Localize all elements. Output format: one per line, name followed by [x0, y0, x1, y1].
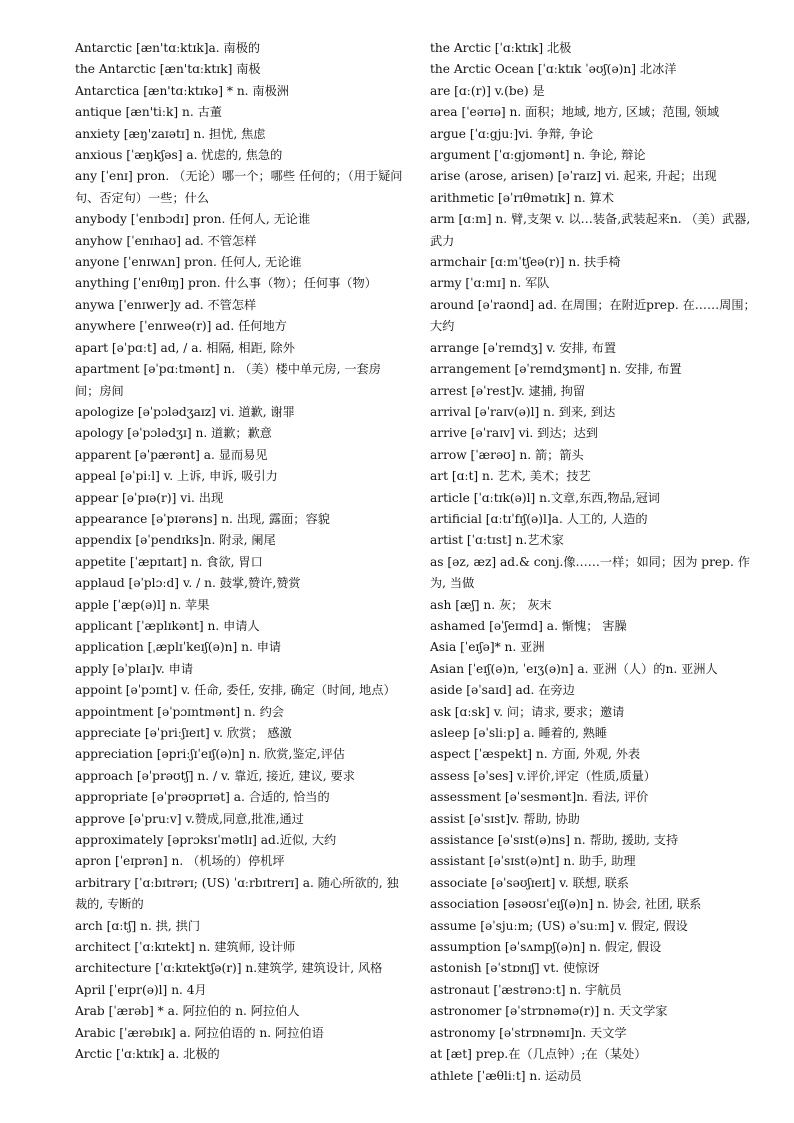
vocab-entry: appearance [əˈpɪərəns] n. 出现, 露面；容貌 [75, 511, 330, 526]
vocab-entry: assess [əˈses] v.评价,评定（性质,质量） [430, 768, 656, 783]
vocab-entry: anybody [ˈenɪbɔdɪ] pron. 任何人, 无论谁 [75, 212, 311, 227]
vocab-entry: arbitrary [ˈɑːbɪtrərɪ; (US) ˈɑːrbɪtrerɪ] a. 随心所欲的, 独裁的, 专断的 [75, 875, 399, 912]
vocab-entry: assistance [əˈsɪst(ə)ns] n. 帮助, 援助, 支持 [430, 833, 679, 848]
vocab-entry: the Arctic [ˈɑːktɪk] 北极 [430, 41, 572, 55]
vocab-entry: approve [əˈpruːv] v.赞成,同意,批准,通过 [75, 811, 304, 826]
right-column [430, 38, 760, 1087]
vocab-entry: article [ˈɑːtɪk(ə)l] n.文章,东西,物品,冠词 [430, 490, 660, 505]
vocab-entry: Asian [ˈeɪʃ(ə)n, ˈeɪʒ(ə)n] a. 亚洲（人）的n. 亚洲人 [430, 661, 718, 676]
vocab-entry: ashamed [əˈʃeɪmd] a. 惭愧； 害臊 [430, 618, 627, 633]
vocab-entry: astonish [əˈstɒnɪʃ] vt. 使惊讶 [430, 961, 600, 976]
vocab-entry: Antarctica [æn'tɑːktɪkə] * n. 南极洲 [75, 83, 289, 98]
vocab-entry: Arctic [ˈɑːktɪk] a. 北极的 [75, 1047, 220, 1062]
vocab-entry: apple [ˈæp(ə)l] n. 苹果 [75, 597, 210, 612]
vocab-entry: architecture [ˈɑːkɪtektʃə(r)] n.建筑学, 建筑设计, 风格 [75, 961, 383, 976]
vocab-entry: assistant [əˈsɪst(ə)nt] n. 助手, 助理 [430, 854, 636, 869]
vocab-entry: arch [ɑːtʃ] n. 拱, 拱门 [75, 918, 201, 933]
vocab-entry: April [ˈeɪpr(ə)l] n. 4月 [75, 982, 207, 997]
vocab-entry: association [əsəʊsɪˈeɪʃ(ə)n] n. 协会, 社团, 联系 [430, 897, 702, 912]
vocab-entry: assist [əˈsɪst]v. 帮助, 协助 [430, 811, 580, 826]
vocab-entry: application [ˌæplɪˈkeɪʃ(ə)n] n. 申请 [75, 640, 282, 655]
vocab-entry: assume [əˈsjuːm; (US) əˈsuːm] v. 假定, 假设 [430, 918, 688, 933]
vocab-entry: artist [ˈɑːtɪst] n.艺术家 [430, 533, 564, 548]
vocab-entry: at [æt] prep.在（几点钟）;在（某处） [430, 1047, 647, 1062]
vocab-entry: arise (arose, arisen) [əˈraɪz] vi. 起来, 升起；出现 [430, 169, 717, 184]
vocab-entry: around [əˈraʊnd] ad. 在周围；在附近prep. 在……周围；大约 [430, 297, 756, 334]
vocab-entry: appear [əˈpɪə(r)] vi. 出现 [75, 490, 224, 505]
vocab-entry: Arab [ˈærəb] * a. 阿拉伯的 n. 阿拉伯人 [75, 1004, 300, 1019]
vocab-entry: the Antarctic [æn'tɑːktɪk] 南极 [75, 62, 261, 77]
vocab-entry: argue [ˈɑːgjuː]vi. 争辩, 争论 [430, 126, 594, 141]
vocab-entry: anyone [ˈenɪwʌn] pron. 任何人, 无论谁 [75, 255, 302, 270]
vocab-entry: assumption [əˈsʌmpʃ(ə)n] n. 假定, 假设 [430, 940, 662, 955]
vocab-entry: anywa [ˈenɪwer]y ad. 不管怎样 [75, 297, 257, 312]
vocab-entry: Antarctic [æn'tɑːktɪk]a. 南极的 [75, 41, 261, 55]
vocab-entry: astronomer [əˈstrɒnəmə(r)] n. 天文学家 [430, 1004, 668, 1019]
vocab-entry: argument [ˈɑːgjʊmənt] n. 争论, 辩论 [430, 148, 646, 163]
vocab-entry: apologize [əˈpɔlədʒaɪz] vi. 道歉, 谢罪 [75, 404, 295, 419]
vocab-entry: area [ˈeərɪə] n. 面积；地域, 地方, 区域；范围, 领域 [430, 105, 720, 120]
vocab-entry: apology [əˈpɔlədʒɪ] n. 道歉；歉意 [75, 426, 272, 441]
vocab-entry: appeal [əˈpiːl] v. 上诉, 申诉, 吸引力 [75, 469, 278, 484]
vocab-entry: appreciate [əˈpriːʃɪeɪt] v. 欣赏； 感激 [75, 726, 292, 740]
vocab-entry: ask [ɑːsk] v. 问；请求, 要求；邀请 [430, 704, 625, 719]
vocab-entry: arm [ɑːm] n. 臂,支架 v. 以…装备,武装起来n. （美）武器,武力 [430, 212, 751, 248]
vocab-entry: aside [əˈsaɪd] ad. 在旁边 [430, 683, 575, 698]
vocab-entry: anxiety [æŋ'zaɪətɪ] n. 担忧, 焦虑 [75, 126, 266, 141]
vocab-entry: armchair [ɑːmˈtʃeə(r)] n. 扶手椅 [430, 255, 621, 270]
vocab-entry: anyhow [ˈenɪhaʊ] ad. 不管怎样 [75, 233, 257, 248]
vocab-entry: arrive [əˈraɪv] vi. 到达；达到 [430, 426, 599, 441]
vocab-entry: applaud [əˈplɔːd] v. / n. 鼓掌,赞许,赞赏 [75, 576, 301, 591]
vocab-entry: asleep [əˈsliːp] a. 睡着的, 熟睡 [430, 726, 608, 740]
vocab-entry: approach [əˈprəʊtʃ] n. / v. 靠近, 接近, 建议, 要求 [75, 768, 355, 783]
vocab-entry: apart [əˈpɑːt] ad, / a. 相隔, 相距, 除外 [75, 340, 295, 355]
vocab-entry: astronaut [ˈæstrənɔːt] n. 宇航员 [430, 982, 622, 997]
vocab-entry: appetite [ˈæpɪtaɪt] n. 食欲, 胃口 [75, 554, 263, 569]
left-column [75, 38, 405, 1066]
vocab-entry: are [ɑː(r)] v.(be) 是 [430, 83, 545, 98]
vocab-entry: antique [æn'tiːk] n. 古董 [75, 105, 222, 120]
vocab-entry: associate [əˈsəʊʃɪeɪt] v. 联想, 联系 [430, 875, 629, 890]
vocab-entry: anything [ˈenɪθɪŋ] pron. 什么事（物）；任何事（物） [75, 276, 377, 291]
vocab-entry: apartment [əˈpɑːtmənt] n. （美）楼中单元房, 一套房间；房间 [75, 362, 381, 398]
vocab-entry: arithmetic [əˈrɪθmətɪk] n. 算术 [430, 190, 614, 205]
vocab-entry: appreciation [əpriːʃɪˈeɪʃ(ə)n] n. 欣赏,鉴定,评估 [75, 747, 345, 762]
vocab-entry: athlete [ˈæθliːt] n. 运动员 [430, 1068, 582, 1083]
vocab-entry: the Arctic Ocean [ˈɑːktɪk ˈəʊʃ(ə)n] 北冰洋 [430, 62, 677, 77]
vocab-entry: Asia [ˈeɪʃə]* n. 亚洲 [430, 640, 545, 655]
vocab-entry: arrival [əˈraɪv(ə)l] n. 到来, 到达 [430, 404, 616, 419]
vocab-entry: aspect [ˈæspekt] n. 方面, 外观, 外表 [430, 747, 641, 762]
vocab-entry: anywhere [ˈenɪweə(r)] ad. 任何地方 [75, 319, 287, 334]
vocab-entry: arrange [əˈreɪndʒ] v. 安排, 布置 [430, 340, 617, 355]
vocab-entry: army [ˈɑːmɪ] n. 军队 [430, 276, 550, 291]
vocab-entry: arrangement [əˈreɪndʒmənt] n. 安排, 布置 [430, 362, 682, 377]
vocab-entry: anxious [ˈæŋkʃəs] a. 忧虑的, 焦急的 [75, 148, 283, 163]
vocab-entry: architect [ˈɑːkɪtekt] n. 建筑师, 设计师 [75, 940, 296, 955]
vocab-entry: arrow [ˈærəʊ] n. 箭；箭头 [430, 447, 584, 462]
vocab-entry: appendix [əˈpendɪks]n. 附录, 阑尾 [75, 533, 276, 548]
vocab-entry: apply [əˈplaɪ]v. 申请 [75, 661, 194, 676]
vocab-entry: artificial [ɑːtɪˈfɪʃ(ə)l]a. 人工的, 人造的 [430, 511, 648, 526]
vocab-entry: ash [æʃ] n. 灰； 灰末 [430, 597, 552, 612]
vocab-entry: appointment [əˈpɔɪntmənt] n. 约会 [75, 704, 284, 719]
vocab-entry: astronomy [əˈstrɒnəmɪ]n. 天文学 [430, 1025, 627, 1040]
vocab-entry: approximately [əprɔksɪˈmətlɪ] ad.近似, 大约 [75, 833, 337, 848]
vocab-entry: assessment [əˈsesmənt]n. 看法, 评价 [430, 790, 649, 805]
vocab-entry: appoint [əˈpɔɪnt] v. 任命, 委任, 安排, 确定（时间, 地点） [75, 683, 396, 698]
vocab-entry: appropriate [əˈprəʊprɪət] a. 合适的, 恰当的 [75, 790, 330, 805]
vocab-entry: applicant [ˈæplɪkənt] n. 申请人 [75, 618, 260, 633]
vocab-entry: any [ˈenɪ] pron. （无论）哪一个；哪些 任何的；（用于疑问句、否定句）一些；什么 [75, 169, 403, 205]
vocab-entry: art [ɑːt] n. 艺术, 美术；技艺 [430, 469, 591, 484]
vocab-entry: arrest [əˈrest]v. 逮捕, 拘留 [430, 383, 586, 398]
vocab-entry: apparent [əˈpærənt] a. 显而易见 [75, 447, 268, 462]
vocab-entry: apron [ˈeɪprən] n. （机场的）停机坪 [75, 854, 285, 869]
vocab-entry: as [əz, æz] ad.& conj.像……一样；如同；因为 prep. 作为, 当做 [430, 554, 750, 591]
vocab-entry: Arabic [ˈærəbɪk] a. 阿拉伯语的 n. 阿拉伯语 [75, 1025, 324, 1040]
